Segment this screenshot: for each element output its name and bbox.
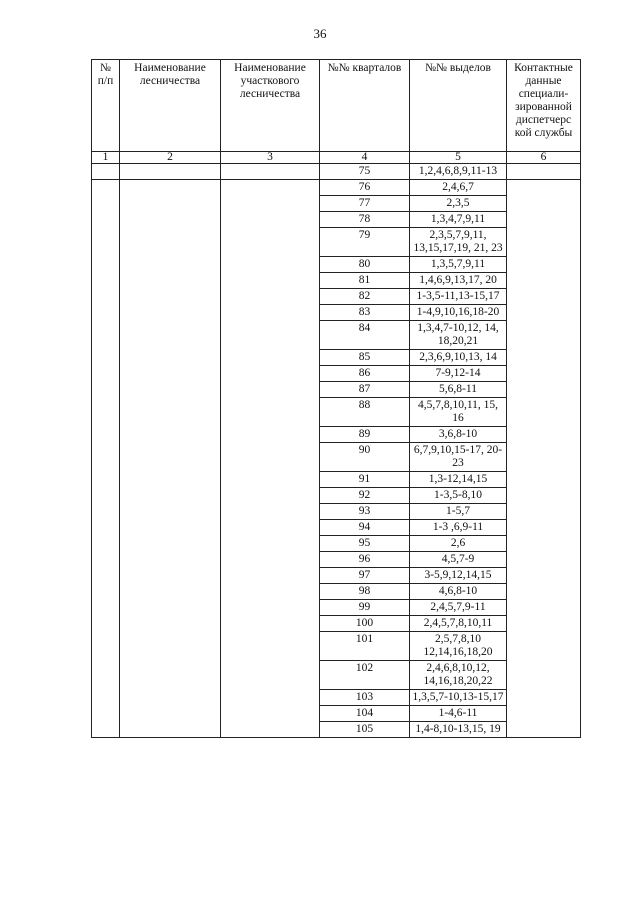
cell-quarter: 79: [320, 228, 410, 257]
cell-forestry: [120, 180, 221, 738]
cell-quarter: 104: [320, 706, 410, 722]
cell-allotments: 1,3,5,7,9,11: [410, 257, 507, 273]
cell-contacts: [507, 164, 581, 180]
cell-quarter: 90: [320, 443, 410, 472]
header-contacts: Контактные данные специали-зированной диспетчерс кой службы: [507, 60, 581, 152]
cell-quarter: 96: [320, 552, 410, 568]
forest-quarters-table: [91, 59, 581, 738]
column-number: 6: [507, 152, 581, 164]
cell-allotments: 1-3,5-11,13-15,17: [410, 289, 507, 305]
cell-quarter: 81: [320, 273, 410, 289]
cell-allotments: 1,3,4,7-10,12, 14, 18,20,21: [410, 321, 507, 350]
column-number-row: [92, 152, 581, 164]
column-number: 3: [221, 152, 320, 164]
column-number: 5: [410, 152, 507, 164]
cell-quarter: 99: [320, 600, 410, 616]
cell-quarter: 85: [320, 350, 410, 366]
cell-quarter: 77: [320, 196, 410, 212]
column-number: 4: [320, 152, 410, 164]
cell-allotments: 1,3,5,7-10,13-15,17: [410, 690, 507, 706]
header-allotments: №№ выделов: [410, 60, 507, 152]
cell-quarter: 101: [320, 632, 410, 661]
cell-quarter: 78: [320, 212, 410, 228]
cell-allotments: 7-9,12-14: [410, 366, 507, 382]
cell-allotments: 1-3 ,6,9-11: [410, 520, 507, 536]
cell-allotments: 2,4,5,7,9-11: [410, 600, 507, 616]
cell-district-forestry: [221, 180, 320, 738]
cell-quarter: 105: [320, 722, 410, 738]
cell-quarter: 86: [320, 366, 410, 382]
cell-quarter: 91: [320, 472, 410, 488]
table-body: [92, 152, 581, 738]
cell-quarter: 83: [320, 305, 410, 321]
cell-quarter: 84: [320, 321, 410, 350]
header-forestry: Наименование лесничества: [120, 60, 221, 152]
cell-quarter: 82: [320, 289, 410, 305]
cell-allotments: 5,6,8-11: [410, 382, 507, 398]
cell-allotments: 2,4,6,7: [410, 180, 507, 196]
cell-quarter: 93: [320, 504, 410, 520]
cell-allotments: 4,5,7,8,10,11, 15, 16: [410, 398, 507, 427]
cell-allotments: 4,5,7-9: [410, 552, 507, 568]
cell-quarter: 89: [320, 427, 410, 443]
cell-quarter: 94: [320, 520, 410, 536]
cell-quarter: 75: [320, 164, 410, 180]
cell-allotments: 3-5,9,12,14,15: [410, 568, 507, 584]
cell-quarter: 95: [320, 536, 410, 552]
header-number: № п/п: [92, 60, 120, 152]
table-header-row: [92, 60, 581, 152]
column-number: 2: [120, 152, 221, 164]
cell-allotments: 4,6,8-10: [410, 584, 507, 600]
table-row: [92, 164, 581, 180]
cell-forestry: [120, 164, 221, 180]
cell-quarter: 98: [320, 584, 410, 600]
cell-allotments: 3,6,8-10: [410, 427, 507, 443]
header-quarters: №№ кварталов: [320, 60, 410, 152]
cell-quarter: 87: [320, 382, 410, 398]
cell-allotments: 2,3,5: [410, 196, 507, 212]
cell-quarter: 103: [320, 690, 410, 706]
cell-allotments: 2,3,6,9,10,13, 14: [410, 350, 507, 366]
cell-quarter: 102: [320, 661, 410, 690]
table-row: [92, 180, 581, 196]
cell-number: [92, 164, 120, 180]
page-number: 36: [313, 26, 327, 41]
cell-quarter: 97: [320, 568, 410, 584]
cell-allotments: 2,3,5,7,9,11, 13,15,17,19, 21, 23: [410, 228, 507, 257]
cell-allotments: 1-4,9,10,16,18-20: [410, 305, 507, 321]
cell-allotments: 1-5,7: [410, 504, 507, 520]
header-district-forestry: Наименование участкового лесничества: [221, 60, 320, 152]
cell-allotments: 1-3,5-8,10: [410, 488, 507, 504]
cell-allotments: 1-4,6-11: [410, 706, 507, 722]
column-number: 1: [92, 152, 120, 164]
cell-allotments: 1,2,4,6,8,9,11-13: [410, 164, 507, 180]
cell-quarter: 80: [320, 257, 410, 273]
cell-allotments: 1,4,6,9,13,17, 20: [410, 273, 507, 289]
cell-allotments: 1,3-12,14,15: [410, 472, 507, 488]
cell-quarter: 76: [320, 180, 410, 196]
cell-quarter: 88: [320, 398, 410, 427]
cell-quarter: 92: [320, 488, 410, 504]
cell-allotments: 2,5,7,8,10 12,14,16,18,20: [410, 632, 507, 661]
cell-allotments: 6,7,9,10,15-17, 20-23: [410, 443, 507, 472]
cell-allotments: 2,4,6,8,10,12, 14,16,18,20,22: [410, 661, 507, 690]
cell-allotments: 1,4-8,10-13,15, 19: [410, 722, 507, 738]
cell-quarter: 100: [320, 616, 410, 632]
cell-district-forestry: [221, 164, 320, 180]
cell-allotments: 2,4,5,7,8,10,11: [410, 616, 507, 632]
cell-allotments: 2,6: [410, 536, 507, 552]
cell-number: [92, 180, 120, 738]
cell-allotments: 1,3,4,7,9,11: [410, 212, 507, 228]
cell-contacts: [507, 180, 581, 738]
